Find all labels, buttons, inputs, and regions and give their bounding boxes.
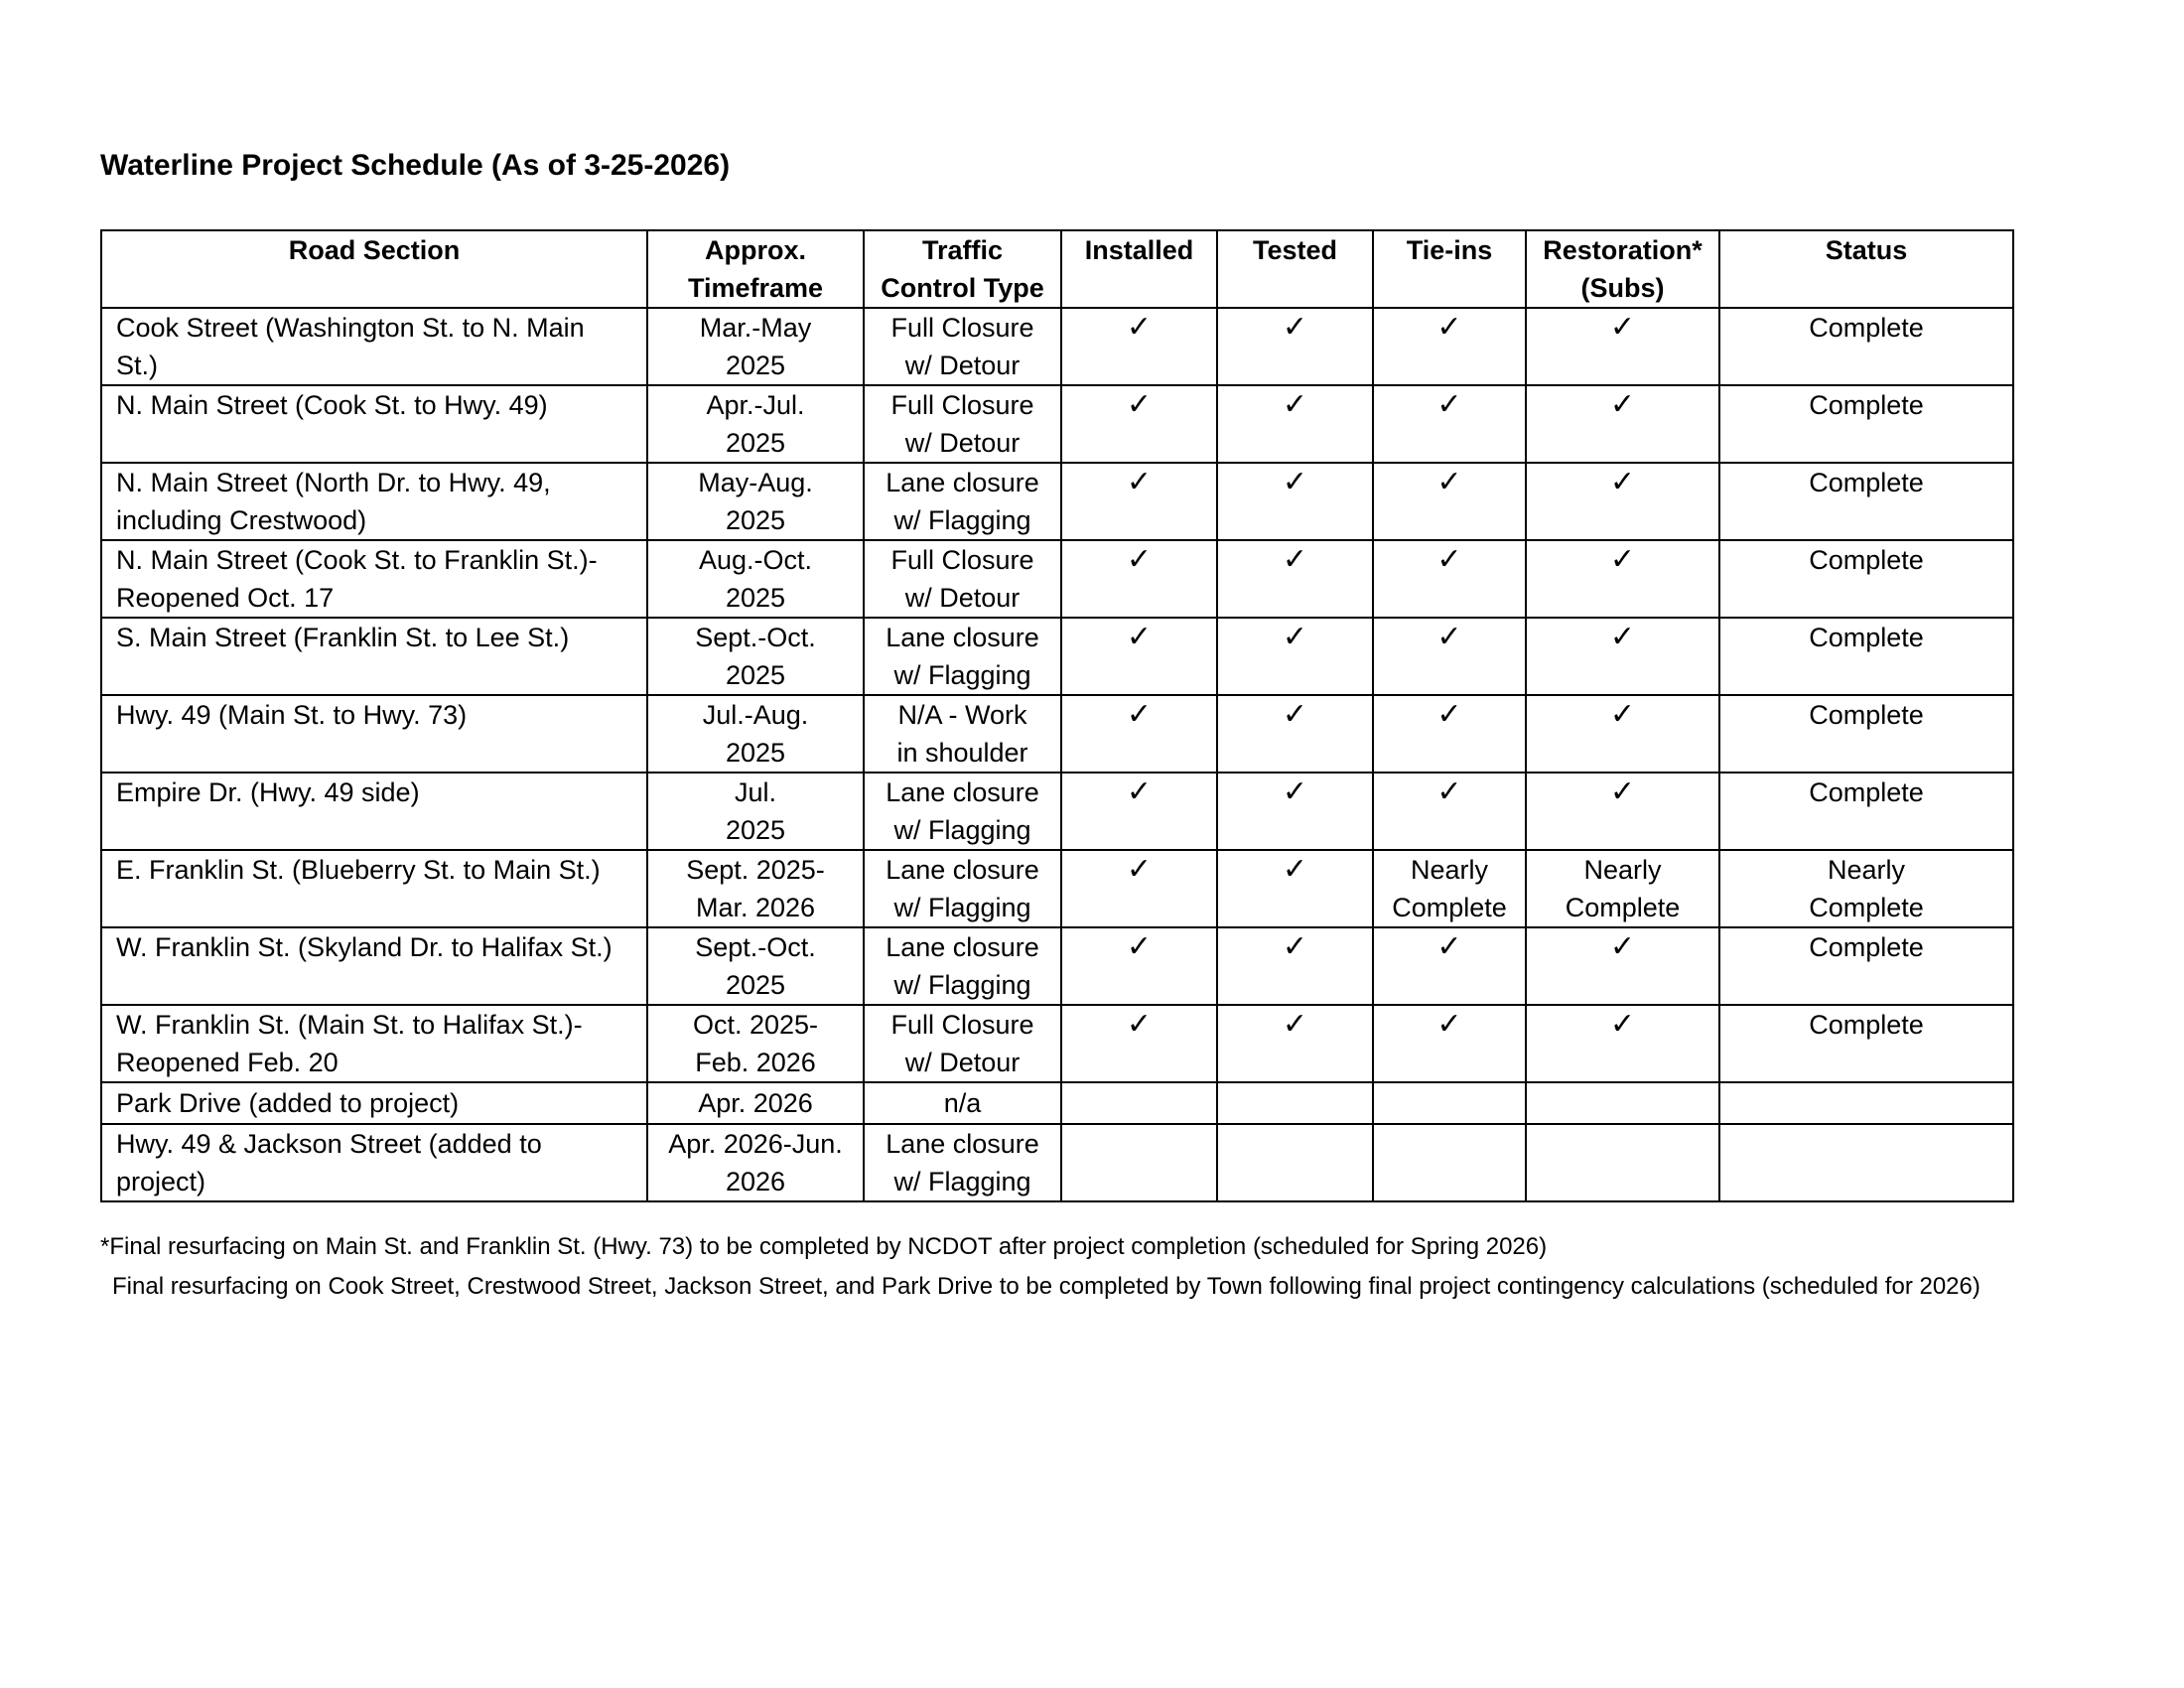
cell-restoration bbox=[1526, 1124, 1719, 1201]
cell-traffic-control: N/A - Work in shoulder bbox=[864, 695, 1061, 773]
cell-restoration bbox=[1526, 540, 1719, 618]
cell-tie-ins bbox=[1373, 540, 1526, 618]
cell-restoration bbox=[1526, 927, 1719, 1005]
check-icon: ✓ bbox=[1126, 542, 1153, 577]
check-icon: ✓ bbox=[1609, 929, 1636, 964]
cell-status: Complete bbox=[1719, 385, 2013, 463]
table-row bbox=[101, 385, 2013, 463]
cell-installed bbox=[1061, 773, 1217, 850]
schedule-table bbox=[100, 229, 2014, 1202]
cell-timeframe: Sept.-Oct. 2025 bbox=[647, 927, 864, 1005]
header-status: Status bbox=[1719, 230, 2013, 308]
cell-traffic-control: Full Closure w/ Detour bbox=[864, 308, 1061, 385]
check-icon: ✓ bbox=[1436, 310, 1462, 345]
check-icon: ✓ bbox=[1282, 310, 1308, 345]
check-icon: ✓ bbox=[1282, 620, 1308, 654]
check-icon: ✓ bbox=[1609, 1007, 1636, 1042]
cell-tie-ins bbox=[1373, 927, 1526, 1005]
check-icon: ✓ bbox=[1282, 387, 1308, 422]
header-installed: Installed bbox=[1061, 230, 1217, 308]
cell-installed bbox=[1061, 1124, 1217, 1201]
cell-road-section: Hwy. 49 & Jackson Street (added to project) bbox=[101, 1124, 647, 1201]
cell-status: Nearly Complete bbox=[1719, 850, 2013, 927]
table-row bbox=[101, 308, 2013, 385]
cell-tie-ins bbox=[1373, 1005, 1526, 1082]
cell-status bbox=[1719, 1082, 2013, 1124]
header-traffic-control: Traffic Control Type bbox=[864, 230, 1061, 308]
check-icon: ✓ bbox=[1436, 697, 1462, 732]
cell-restoration bbox=[1526, 308, 1719, 385]
check-icon: ✓ bbox=[1282, 465, 1308, 499]
cell-status: Complete bbox=[1719, 618, 2013, 695]
check-icon: ✓ bbox=[1436, 929, 1462, 964]
cell-status: Complete bbox=[1719, 463, 2013, 540]
cell-installed bbox=[1061, 308, 1217, 385]
cell-status: Complete bbox=[1719, 1005, 2013, 1082]
check-icon: ✓ bbox=[1282, 542, 1308, 577]
cell-traffic-control: Lane closure w/ Flagging bbox=[864, 463, 1061, 540]
cell-road-section: N. Main Street (Cook St. to Franklin St.)- Reopened Oct. 17 bbox=[101, 540, 647, 618]
cell-timeframe: Apr. 2026 bbox=[647, 1082, 864, 1124]
header-tie-ins: Tie-ins bbox=[1373, 230, 1526, 308]
table-row bbox=[101, 540, 2013, 618]
cell-restoration bbox=[1526, 618, 1719, 695]
check-icon: ✓ bbox=[1282, 929, 1308, 964]
cell-tested bbox=[1217, 927, 1373, 1005]
cell-traffic-control: Full Closure w/ Detour bbox=[864, 385, 1061, 463]
cell-tie-ins bbox=[1373, 463, 1526, 540]
cell-tested bbox=[1217, 850, 1373, 927]
footnote-ncdot: *Final resurfacing on Main St. and Franklin St. (Hwy. 73) to be completed by NCDOT after project completion (scheduled for Spring 2026) bbox=[100, 1233, 1548, 1260]
cell-tie-ins bbox=[1373, 618, 1526, 695]
check-icon: ✓ bbox=[1609, 310, 1636, 345]
header-restoration: Restoration* (Subs) bbox=[1526, 230, 1719, 308]
check-icon: ✓ bbox=[1436, 387, 1462, 422]
check-icon: ✓ bbox=[1126, 465, 1153, 499]
cell-timeframe: Mar.-May 2025 bbox=[647, 308, 864, 385]
cell-tested bbox=[1217, 1124, 1373, 1201]
cell-restoration bbox=[1526, 695, 1719, 773]
cell-installed bbox=[1061, 927, 1217, 1005]
page-title: Waterline Project Schedule (As of 3-25-2026) bbox=[100, 149, 731, 182]
cell-traffic-control: Lane closure w/ Flagging bbox=[864, 927, 1061, 1005]
cell-tie-ins bbox=[1373, 1082, 1526, 1124]
cell-status: Complete bbox=[1719, 540, 2013, 618]
check-icon: ✓ bbox=[1282, 774, 1308, 809]
cell-tested bbox=[1217, 308, 1373, 385]
table-row bbox=[101, 618, 2013, 695]
cell-tie-ins bbox=[1373, 695, 1526, 773]
cell-installed bbox=[1061, 618, 1217, 695]
cell-road-section: W. Franklin St. (Skyland Dr. to Halifax St.) bbox=[101, 927, 647, 1005]
cell-traffic-control: Lane closure w/ Flagging bbox=[864, 1124, 1061, 1201]
check-icon: ✓ bbox=[1282, 697, 1308, 732]
check-icon: ✓ bbox=[1126, 852, 1153, 887]
cell-restoration bbox=[1526, 773, 1719, 850]
cell-status: Complete bbox=[1719, 695, 2013, 773]
cell-installed bbox=[1061, 1005, 1217, 1082]
cell-restoration bbox=[1526, 385, 1719, 463]
check-icon: ✓ bbox=[1126, 310, 1153, 345]
cell-timeframe: Jul. 2025 bbox=[647, 773, 864, 850]
cell-tested bbox=[1217, 385, 1373, 463]
cell-restoration bbox=[1526, 1082, 1719, 1124]
table-row bbox=[101, 773, 2013, 850]
table-row bbox=[101, 695, 2013, 773]
cell-tie-ins bbox=[1373, 773, 1526, 850]
cell-installed bbox=[1061, 463, 1217, 540]
cell-traffic-control: Lane closure w/ Flagging bbox=[864, 850, 1061, 927]
cell-tie-ins bbox=[1373, 308, 1526, 385]
check-icon: ✓ bbox=[1436, 620, 1462, 654]
cell-restoration bbox=[1526, 1005, 1719, 1082]
cell-timeframe: Apr.-Jul. 2025 bbox=[647, 385, 864, 463]
table-row bbox=[101, 463, 2013, 540]
footnote-town: Final resurfacing on Cook Street, Crestwood Street, Jackson Street, and Park Drive to be completed by Town following final project contingency calculations (scheduled for 2026) bbox=[112, 1273, 1980, 1300]
cell-timeframe: Apr. 2026-Jun. 2026 bbox=[647, 1124, 864, 1201]
check-icon: ✓ bbox=[1126, 697, 1153, 732]
cell-road-section: N. Main Street (Cook St. to Hwy. 49) bbox=[101, 385, 647, 463]
cell-traffic-control: Lane closure w/ Flagging bbox=[864, 773, 1061, 850]
check-icon: ✓ bbox=[1126, 774, 1153, 809]
cell-installed bbox=[1061, 385, 1217, 463]
check-icon: ✓ bbox=[1609, 387, 1636, 422]
cell-tested bbox=[1217, 463, 1373, 540]
cell-traffic-control: Full Closure w/ Detour bbox=[864, 1005, 1061, 1082]
header-road-section: Road Section bbox=[101, 230, 647, 308]
check-icon: ✓ bbox=[1126, 929, 1153, 964]
cell-tested bbox=[1217, 695, 1373, 773]
cell-timeframe: May-Aug. 2025 bbox=[647, 463, 864, 540]
check-icon: ✓ bbox=[1126, 1007, 1153, 1042]
check-icon: ✓ bbox=[1436, 465, 1462, 499]
cell-restoration: Nearly Complete bbox=[1526, 850, 1719, 927]
cell-timeframe: Jul.-Aug. 2025 bbox=[647, 695, 864, 773]
cell-traffic-control: n/a bbox=[864, 1082, 1061, 1124]
footnotes bbox=[100, 1227, 1980, 1307]
check-icon: ✓ bbox=[1609, 542, 1636, 577]
cell-timeframe: Oct. 2025- Feb. 2026 bbox=[647, 1005, 864, 1082]
check-icon: ✓ bbox=[1436, 1007, 1462, 1042]
cell-timeframe: Sept. 2025- Mar. 2026 bbox=[647, 850, 864, 927]
cell-road-section: E. Franklin St. (Blueberry St. to Main St.) bbox=[101, 850, 647, 927]
table-row bbox=[101, 927, 2013, 1005]
cell-installed bbox=[1061, 1082, 1217, 1124]
header-timeframe: Approx. Timeframe bbox=[647, 230, 864, 308]
check-icon: ✓ bbox=[1436, 542, 1462, 577]
cell-tie-ins bbox=[1373, 385, 1526, 463]
cell-road-section: N. Main Street (North Dr. to Hwy. 49, including Crestwood) bbox=[101, 463, 647, 540]
cell-tie-ins bbox=[1373, 1124, 1526, 1201]
table-row bbox=[101, 1124, 2013, 1201]
cell-road-section: S. Main Street (Franklin St. to Lee St.) bbox=[101, 618, 647, 695]
cell-tested bbox=[1217, 1082, 1373, 1124]
check-icon: ✓ bbox=[1436, 774, 1462, 809]
cell-road-section: Park Drive (added to project) bbox=[101, 1082, 647, 1124]
header-row bbox=[101, 230, 2013, 308]
check-icon: ✓ bbox=[1609, 465, 1636, 499]
table-row bbox=[101, 1082, 2013, 1124]
check-icon: ✓ bbox=[1282, 1007, 1308, 1042]
cell-road-section: Empire Dr. (Hwy. 49 side) bbox=[101, 773, 647, 850]
cell-tested bbox=[1217, 1005, 1373, 1082]
header-tested: Tested bbox=[1217, 230, 1373, 308]
cell-timeframe: Aug.-Oct. 2025 bbox=[647, 540, 864, 618]
cell-road-section: Cook Street (Washington St. to N. Main St.) bbox=[101, 308, 647, 385]
cell-tested bbox=[1217, 773, 1373, 850]
cell-installed bbox=[1061, 850, 1217, 927]
check-icon: ✓ bbox=[1126, 620, 1153, 654]
cell-timeframe: Sept.-Oct. 2025 bbox=[647, 618, 864, 695]
cell-installed bbox=[1061, 695, 1217, 773]
cell-road-section: W. Franklin St. (Main St. to Halifax St.)- Reopened Feb. 20 bbox=[101, 1005, 647, 1082]
check-icon: ✓ bbox=[1609, 697, 1636, 732]
check-icon: ✓ bbox=[1609, 620, 1636, 654]
cell-status: Complete bbox=[1719, 773, 2013, 850]
check-icon: ✓ bbox=[1282, 852, 1308, 887]
cell-tie-ins: Nearly Complete bbox=[1373, 850, 1526, 927]
check-icon: ✓ bbox=[1609, 774, 1636, 809]
cell-traffic-control: Full Closure w/ Detour bbox=[864, 540, 1061, 618]
cell-tested bbox=[1217, 540, 1373, 618]
check-icon: ✓ bbox=[1126, 387, 1153, 422]
cell-traffic-control: Lane closure w/ Flagging bbox=[864, 618, 1061, 695]
cell-status: Complete bbox=[1719, 308, 2013, 385]
cell-restoration bbox=[1526, 463, 1719, 540]
cell-road-section: Hwy. 49 (Main St. to Hwy. 73) bbox=[101, 695, 647, 773]
table-row bbox=[101, 1005, 2013, 1082]
cell-installed bbox=[1061, 540, 1217, 618]
cell-status bbox=[1719, 1124, 2013, 1201]
cell-tested bbox=[1217, 618, 1373, 695]
table-row bbox=[101, 850, 2013, 927]
cell-status: Complete bbox=[1719, 927, 2013, 1005]
